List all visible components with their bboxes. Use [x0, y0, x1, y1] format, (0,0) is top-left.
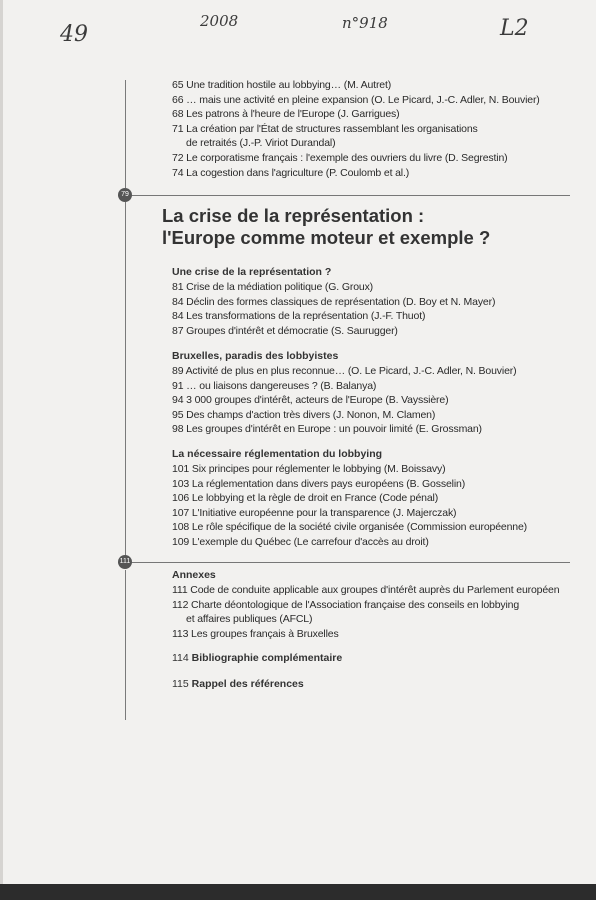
toc-entry-continuation: de retraités (J.-P. Viriot Durandal) — [186, 137, 336, 150]
toc-entry: 84 Les transformations de la représentation (J.-F. Thuot) — [172, 310, 426, 323]
toc-entry: 109 L'exemple du Québec (Le carrefour d'accès au droit) — [172, 535, 429, 548]
subsection-heading: Une crise de la représentation ? — [172, 266, 332, 278]
bibliography-page: 114 — [172, 652, 189, 664]
references-page: 115 — [172, 678, 189, 690]
margin-rule — [125, 202, 126, 556]
subsection-list — [172, 280, 572, 338]
section-divider — [118, 195, 570, 196]
toc-entry: 113 Les groupes français à Bruxelles — [172, 627, 339, 640]
section1-list — [172, 78, 572, 180]
toc-entry: 87 Groupes d'intérêt et démocratie (S. Saurugger) — [172, 324, 398, 337]
handwritten-number: 49 — [60, 22, 88, 47]
annexes-heading: Annexes — [172, 569, 216, 581]
toc-entry: 84 Déclin des formes classiques de représentation (D. Boy et N. Mayer) — [172, 295, 496, 308]
bibliography-label: Bibliographie complémentaire — [191, 652, 343, 664]
handwritten-year: 2008 — [200, 12, 239, 30]
page-bottom-edge — [0, 884, 596, 900]
chapter-title — [162, 205, 490, 249]
toc-entry: 111 Code de conduite applicable aux groupes d'intérêt auprès du Parlement européen — [172, 584, 560, 596]
toc-entry: 91 … ou liaisons dangereuses ? (B. Balanya) — [172, 379, 377, 392]
toc-entry: 95 Des champs d'action très divers (J. Nonon, M. Clamen) — [172, 408, 436, 421]
page-badge: 111 — [118, 555, 132, 569]
toc-entry: 112 Charte déontologique de l'Association française des conseils en lobbying — [172, 598, 520, 611]
references-label: Rappel des références — [191, 678, 304, 690]
toc-entry: 66 … mais une activité en pleine expansion (O. Le Picard, J.-C. Adler, N. Bouvier) — [172, 93, 540, 106]
chapter-title-line: l'Europe comme moteur et exemple ? — [162, 227, 491, 248]
page-left-edge — [0, 0, 3, 900]
toc-entry-continuation: et affaires publiques (AFCL) — [186, 613, 313, 626]
section-divider — [118, 562, 570, 563]
toc-entry: 107 L'Initiative européenne pour la transparence (J. Majerczak) — [172, 506, 457, 519]
subsection-list — [172, 364, 572, 437]
toc-entry: 103 La réglementation dans divers pays européens (B. Gosselin) — [172, 477, 466, 490]
toc-entry: 98 Les groupes d'intérêt en Europe : un pouvoir limité (E. Grossman) — [172, 423, 482, 436]
annexes-list — [172, 583, 572, 641]
toc-entry: 74 La cogestion dans l'agriculture (P. Coulomb et al.) — [172, 166, 410, 179]
toc-entry: 106 Le lobbying et la règle de droit en France (Code pénal) — [172, 492, 439, 505]
subsection-list — [172, 462, 572, 550]
toc-entry: 101 Six principes pour réglementer le lobbying (M. Boissavy) — [172, 463, 446, 475]
toc-entry: 108 Le rôle spécifique de la société civile organisée (Commission européenne) — [172, 521, 527, 534]
toc-entry: 81 Crise de la médiation politique (G. Groux) — [172, 281, 374, 293]
handwritten-catalog: n°918 — [342, 14, 388, 32]
toc-entry: 65 Une tradition hostile au lobbying… (M. Autret) — [172, 79, 392, 91]
toc-entry: 94 3 000 groupes d'intérêt, acteurs de l'Europe (B. Vayssière) — [172, 394, 449, 407]
toc-entry: 71 La création par l'État de structures rassemblant les organisations — [172, 122, 478, 135]
handwritten-mark: L2 — [500, 16, 529, 41]
toc-entry: 72 Le corporatisme français : l'exemple des ouvriers du livre (D. Segrestin) — [172, 151, 508, 164]
toc-entry: 89 Activité de plus en plus reconnue… (O. Le Picard, J.-C. Adler, N. Bouvier) — [172, 365, 517, 377]
toc-entry: 68 Les patrons à l'heure de l'Europe (J. Garrigues) — [172, 108, 400, 121]
page-badge: 79 — [118, 188, 132, 202]
subsection-heading: La nécessaire réglementation du lobbying — [172, 448, 383, 460]
chapter-title-line: La crise de la représentation : — [162, 205, 425, 226]
bibliography-entry — [172, 652, 342, 664]
margin-rule — [125, 570, 126, 720]
subsection-heading: Bruxelles, paradis des lobbyistes — [172, 350, 339, 362]
margin-rule — [125, 80, 126, 188]
references-entry — [172, 678, 304, 690]
